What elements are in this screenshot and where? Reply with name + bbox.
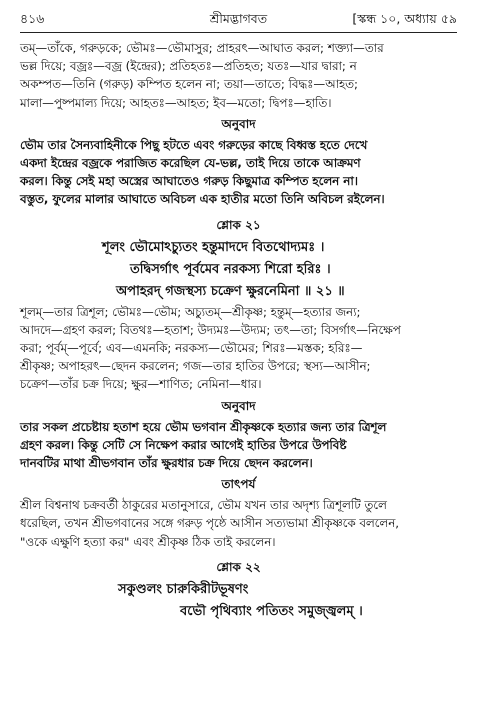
synonym-line: ভল্ল দিয়ে; বজ্রঃ—বজ্র (ইন্দ্রের); প্রতিহতঃ—প্রতিহত; যতঃ—যার দ্বারা; ন <box>20 59 357 74</box>
synonym-line: অকম্পত—তিনি (গরুড়) কম্পিত হলেন না; তয়া—তাতে; বিদ্ধঃ—আহত; <box>20 77 359 92</box>
purport-line: ধরেছিল, তখন শ্রীভগবানের সঙ্গে গরুড় পৃষ্ঠে আসীন সত্যভামা শ্রীকৃষ্ণকে বললেন, <box>20 516 400 531</box>
translation-line: ভৌম তার সৈন্যবাহিনীকে পিছু হটতে এবং গরুড়ের কাছে বিধ্বস্ত হতে দেখে <box>20 137 368 152</box>
verse-21-text <box>20 237 457 303</box>
verse-21-heading: শ্লোক ২১ <box>216 217 261 232</box>
translation-line: দানবটির মাথা শ্রীভগবান তাঁর ক্ষুরধার চক্র দিয়ে ছেদন করলেন। <box>20 456 313 471</box>
synonym-line: তম্—তাঁকে, গরুড়কে; ভৌমঃ—ভৌমাসুর; প্রাহরৎ—আঘাত করল; শক্ত্যা—তার <box>20 41 384 55</box>
synonym-line: মালা—পুষ্পমাল্য দিয়ে; আহতঃ—আহত; ইব—মতো; দ্বিপঃ—হাতি। <box>20 95 332 110</box>
page-header <box>20 8 457 30</box>
synonym-line: শূলম্—তার ত্রিশূল; ভৌমঃ—ভৌম; অচ্যুতম্—শ্রীকৃষ্ণ; হন্তুম্—হত্যার জন্য; <box>20 304 361 319</box>
verse-22-heading: শ্লোক ২২ <box>216 559 261 574</box>
synonym-line: চক্রেণ—তাঁর চক্র দিয়ে; ক্ষুর—শাণিত; নেমিনা—ধার। <box>20 377 262 392</box>
purport-line: শ্রীল বিশ্বনাথ চক্রবর্তী ঠাকুরের মতানুসারে, ভৌম যখন তার অদৃশ্য ত্রিশূলটি তুলে <box>20 498 387 513</box>
book-title: শ্রীমদ্ভাগবত <box>209 11 268 26</box>
verse-line: বভৌ পৃথিব্যাং পতিতং সমুজ্জ্বলম্ । <box>180 603 363 619</box>
verse-line: শূলং ভৌমোঽচ্যুতং হন্তুমাদদে বিতথোদ্যমঃ । <box>102 239 325 255</box>
verse-line: তদ্বিসর্গাৎ পূর্বমেব নরকস্য শিরো হরিঃ । <box>130 261 331 277</box>
translation-block-1 <box>20 136 457 209</box>
purport-heading: তাৎপর্য <box>221 477 256 492</box>
translation-block-2 <box>20 418 457 473</box>
verse-line: অপাহরদ্ গজস্থস্য চক্রেণ ক্ষুরনেমিনা ॥ ২১ ॥ <box>116 283 345 299</box>
translation-line: তার সকল প্রচেষ্টায় হতাশ হয়ে ভৌম ভগবান শ্রীকৃষ্ণকে হত্যার জন্য তার ত্রিশূল <box>20 419 387 434</box>
verse-22-text <box>20 579 457 623</box>
synonym-line: শ্রীকৃষ্ণ; অপাহরৎ—ছেদন করলেন; গজ—তার হাতির উপরে; স্থস্য—আসীন; <box>20 359 371 374</box>
synonym-line: করা; পূর্বম্—পূর্বে; এব—এমনকি; নরকস্য—ভৌমের; শিরঃ—মস্তক; হরিঃ— <box>20 341 363 356</box>
verse-line: সকুণ্ডলং চারুকিরীটভূষণং <box>118 581 249 597</box>
synonyms-block-1 <box>20 39 457 112</box>
translation-heading: অনুবাদ <box>221 116 256 131</box>
translation-line: করল। কিন্তু সেই মহা অস্ত্রের আঘাতেও গরুড় কিছুমাত্র কম্পিত হলেন না। <box>20 174 358 189</box>
synonym-line: আদদে—গ্রহণ করল; বিতথঃ—হতাশ; উদ্যমঃ—উদ্যম; তৎ—তা; বিসর্গাৎ—নিক্ষেপ <box>20 322 401 337</box>
translation-line: একদা ইন্দ্রের বজ্রকে পরাজিত করেছিল যে-ভল্ল, তাই দিয়ে তাকে আক্রমণ <box>20 156 361 171</box>
translation-heading: অনুবাদ <box>221 398 256 413</box>
synonyms-block-2 <box>20 303 457 394</box>
chapter-reference: [স্কন্ধ ১০, অধ্যায় ৫৯ <box>352 11 457 26</box>
header-rule <box>20 32 457 33</box>
translation-line: গ্রহণ করল। কিন্তু সেটি সে নিক্ষেপ করার আগেই হাতির উপরে উপবিষ্ট <box>20 437 347 452</box>
purport-block <box>20 496 457 551</box>
translation-line: বস্তুত, ফুলের মালার আঘাতে অবিচল এক হাতীর মতো তিনি অবিচল রইলেন। <box>20 192 385 207</box>
page-number: ৪১৬ <box>20 11 45 26</box>
purport-line: "ওকে এক্ষুণি হত্যা কর" এবং শ্রীকৃষ্ণ ঠিক তাই করলেন। <box>20 534 276 549</box>
